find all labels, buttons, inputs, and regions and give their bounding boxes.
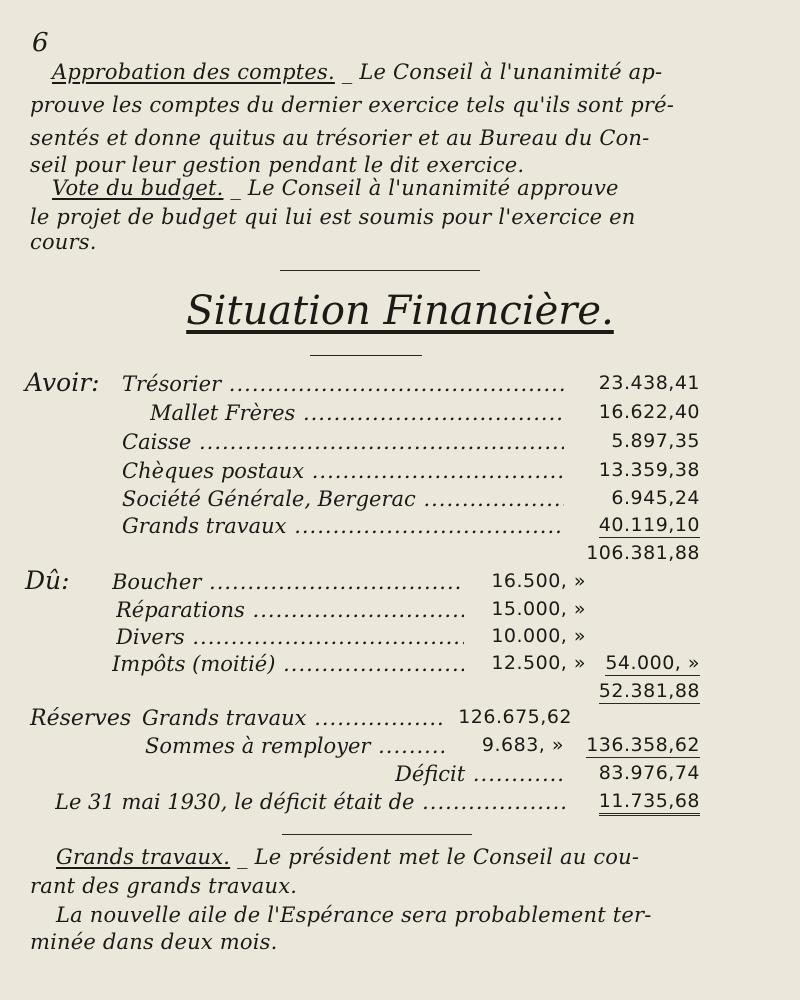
separator-rule — [310, 355, 422, 356]
reserves-row-label: Sommes à remployer ..... — [145, 734, 444, 758]
avoir-row-label: Caisse ..... — [122, 430, 564, 454]
amount-underlined: 40.119,10 — [598, 514, 700, 536]
deficit-label: Déficit ..... — [395, 762, 564, 786]
deficit-note-amount — [570, 790, 700, 812]
paragraph-budget-line-1 — [52, 176, 619, 200]
avoir-total: 106.381,88 — [586, 542, 700, 564]
paragraph-approval-line-3: sentés et donne quitus au trésorier et au Bureau du Con- — [30, 126, 650, 150]
du-row-label: Réparations ..... — [116, 598, 464, 622]
reserves-label: Réserves — [30, 706, 132, 731]
heading-vote-budget: Vote du budget. — [52, 176, 224, 200]
du-row-amount: 15.000, » — [491, 598, 586, 620]
avoir-row-label: Société Générale, Bergerac ..... — [122, 487, 564, 511]
avoir-row-amount — [566, 514, 700, 536]
avoir-row-amount: 13.359,38 — [598, 459, 700, 481]
reserves-row-amount: 9.683, » — [481, 734, 564, 756]
du-row-amount: 12.500, » — [491, 652, 586, 674]
deficit-note-text: Le 31 mai 1930, le déficit était de ..... — [55, 790, 570, 814]
text: _ Le Conseil à l'unanimité ap- — [334, 60, 663, 84]
du-row-label: Divers ..... — [116, 625, 464, 649]
reserves-row-label: Grands travaux ..... — [142, 706, 444, 730]
du-row-label: Impôts (moitié) ..... — [112, 652, 464, 676]
avoir-row-label: Trésorier ..... — [122, 372, 564, 396]
amount-underlined: 54.000, » — [605, 652, 700, 674]
du-row-amount: 16.500, » — [491, 570, 586, 592]
du-row-amount: 10.000, » — [491, 625, 586, 647]
du-total — [590, 652, 700, 674]
separator-rule — [280, 270, 480, 271]
text: _ Le président met le Conseil au cou- — [230, 845, 640, 869]
paragraph-grands-travaux-line-4: minée dans deux mois. — [30, 930, 278, 954]
avoir-row-label: Chèques postaux ..... — [122, 459, 564, 483]
amount-underlined: 52.381,88 — [598, 680, 700, 702]
paragraph-budget-line-2: le projet de budget qui lui est soumis pour l'exercice en — [30, 205, 636, 229]
du-row-label: Boucher ..... — [112, 570, 464, 594]
avoir-row-amount: 23.438,41 — [598, 372, 700, 394]
avoir-row-label: Mallet Frères ..... — [150, 401, 564, 425]
section-title: Situation Financière. — [186, 288, 614, 334]
page-number: 6 — [32, 28, 49, 58]
separator-rule — [282, 834, 472, 835]
reserves-row-amount: 126.675,62 — [458, 706, 572, 728]
paragraph-grands-travaux-line-3: La nouvelle aile de l'Espérance sera probablement ter- — [56, 903, 652, 927]
paragraph-budget-line-3: cours. — [30, 230, 97, 254]
avoir-row-amount: 16.622,40 — [598, 401, 700, 423]
paragraph-grands-travaux-line-2: rant des grands travaux. — [30, 874, 298, 898]
amount-double-underlined: 11.735,68 — [599, 790, 700, 816]
paragraph-approval-line-4: seil pour leur gestion pendant le dit exercice. — [30, 153, 525, 177]
heading-grands-travaux: Grands travaux. — [56, 845, 231, 869]
deficit-amount: 83.976,74 — [598, 762, 700, 784]
du-label: Dû: — [25, 566, 70, 595]
text: _ Le Conseil à l'unanimité approuve — [223, 176, 619, 200]
avoir-label: Avoir: — [25, 368, 100, 397]
avoir-row-amount: 5.897,35 — [611, 430, 700, 452]
avoir-row-label: Grands travaux ..... — [122, 514, 564, 538]
balance-after-du — [566, 680, 700, 702]
paragraph-grands-travaux-line-1 — [56, 845, 639, 869]
avoir-row-amount: 6.945,24 — [611, 487, 700, 509]
amount-underlined: 136.358,62 — [586, 734, 700, 756]
paragraph-approval-line-2: prouve les comptes du dernier exercice tels qu'ils sont pré- — [30, 93, 675, 117]
paragraph-approval-line-1 — [52, 60, 662, 84]
reserves-total — [566, 734, 700, 756]
heading-approbation: Approbation des comptes. — [52, 60, 335, 84]
